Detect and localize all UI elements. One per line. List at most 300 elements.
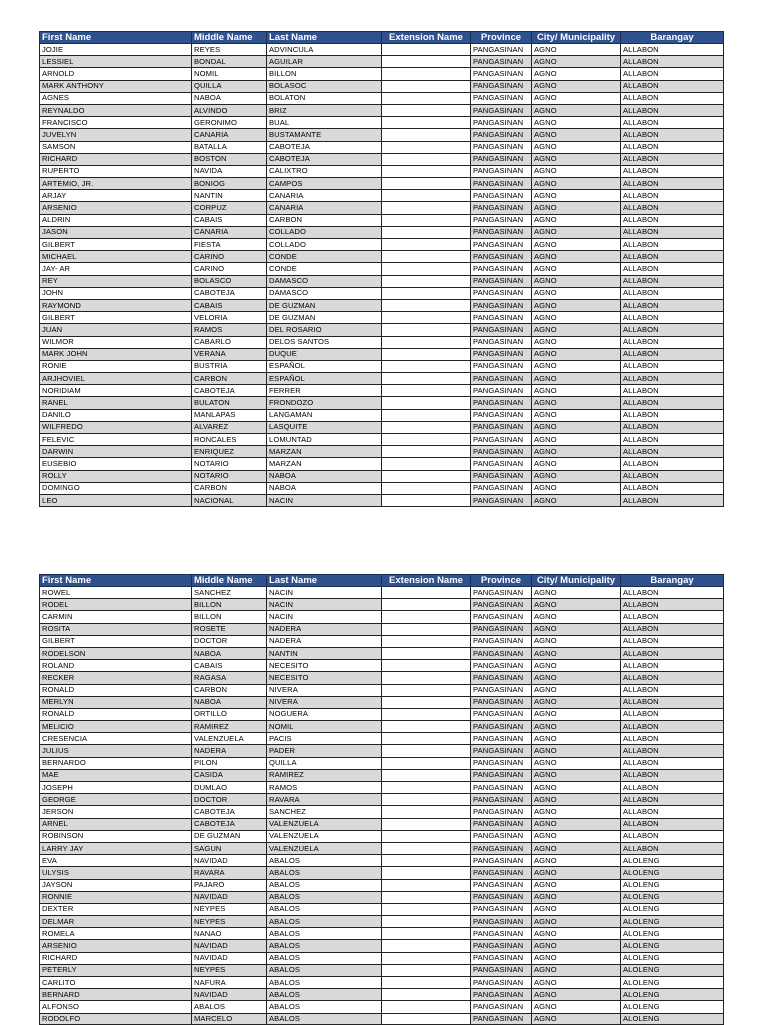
header-barangay: Barangay [621, 575, 724, 587]
cell-province: PANGASINAN [471, 482, 532, 494]
cell-middle-name: NEYPES [192, 903, 267, 915]
cell-extension-name [382, 708, 471, 720]
cell-middle-name: BONDAL [192, 56, 267, 68]
table-row [40, 660, 724, 672]
table-row [40, 611, 724, 623]
cell-barangay: ALLABON [621, 165, 724, 177]
cell-middle-name: CABOTEJA [192, 287, 267, 299]
cell-extension-name [382, 599, 471, 611]
cell-last-name: NACIN [267, 599, 382, 611]
cell-last-name: AGUILAR [267, 56, 382, 68]
cell-last-name: ABALOS [267, 977, 382, 989]
cell-middle-name: NAVIDAD [192, 952, 267, 964]
cell-last-name: LOMUNTAD [267, 434, 382, 446]
cell-first-name: JOSEPH [40, 782, 192, 794]
cell-city-municipality: AGNO [532, 830, 621, 842]
cell-province: PANGASINAN [471, 104, 532, 116]
cell-province: PANGASINAN [471, 684, 532, 696]
header-province: Province [471, 32, 532, 44]
cell-extension-name [382, 56, 471, 68]
cell-barangay: ALLABON [621, 684, 724, 696]
header-last-name: Last Name [267, 32, 382, 44]
cell-middle-name: CARINO [192, 251, 267, 263]
cell-city-municipality: AGNO [532, 782, 621, 794]
cell-first-name: RANEL [40, 397, 192, 409]
cell-middle-name: CASIDA [192, 769, 267, 781]
cell-last-name: NANTIN [267, 647, 382, 659]
table-row [40, 287, 724, 299]
cell-first-name: REY [40, 275, 192, 287]
cell-first-name: FELEVIC [40, 434, 192, 446]
cell-extension-name [382, 494, 471, 506]
table-row [40, 92, 724, 104]
cell-middle-name: BOSTON [192, 153, 267, 165]
cell-city-municipality: AGNO [532, 275, 621, 287]
cell-city-municipality: AGNO [532, 903, 621, 915]
cell-first-name: NORIDIAM [40, 385, 192, 397]
table-row [40, 818, 724, 830]
cell-barangay: ALLABON [621, 373, 724, 385]
cell-middle-name: ALVINDO [192, 104, 267, 116]
cell-middle-name: MANLAPAS [192, 409, 267, 421]
cell-last-name: ABALOS [267, 940, 382, 952]
cell-province: PANGASINAN [471, 397, 532, 409]
cell-city-municipality: AGNO [532, 117, 621, 129]
cell-city-municipality: AGNO [532, 153, 621, 165]
cell-middle-name: ALVAREZ [192, 421, 267, 433]
cell-province: PANGASINAN [471, 360, 532, 372]
table-row [40, 928, 724, 940]
cell-city-municipality: AGNO [532, 989, 621, 1001]
cell-city-municipality: AGNO [532, 251, 621, 263]
table-row [40, 409, 724, 421]
cell-city-municipality: AGNO [532, 141, 621, 153]
cell-middle-name: NEYPES [192, 916, 267, 928]
table-row [40, 117, 724, 129]
cell-first-name: ROBINSON [40, 830, 192, 842]
cell-last-name: CONDE [267, 263, 382, 275]
cell-first-name: GILBERT [40, 239, 192, 251]
cell-city-municipality: AGNO [532, 178, 621, 190]
cell-barangay: ALLABON [621, 733, 724, 745]
cell-barangay: ALOLENG [621, 1001, 724, 1013]
cell-first-name: JASON [40, 226, 192, 238]
cell-middle-name: BILLON [192, 611, 267, 623]
cell-province: PANGASINAN [471, 977, 532, 989]
cell-last-name: ABALOS [267, 867, 382, 879]
cell-extension-name [382, 830, 471, 842]
cell-middle-name: NABOA [192, 92, 267, 104]
cell-province: PANGASINAN [471, 672, 532, 684]
cell-province: PANGASINAN [471, 647, 532, 659]
table-row [40, 916, 724, 928]
cell-city-municipality: AGNO [532, 68, 621, 80]
cell-first-name: ARSENIO [40, 940, 192, 952]
cell-province: PANGASINAN [471, 153, 532, 165]
cell-last-name: VALENZUELA [267, 818, 382, 830]
cell-province: PANGASINAN [471, 421, 532, 433]
cell-last-name: NACIN [267, 611, 382, 623]
cell-middle-name: VELORIA [192, 312, 267, 324]
cell-first-name: ARNOLD [40, 68, 192, 80]
cell-last-name: SANCHEZ [267, 806, 382, 818]
table-row [40, 1013, 724, 1024]
table-row [40, 470, 724, 482]
table-row [40, 202, 724, 214]
cell-city-municipality: AGNO [532, 757, 621, 769]
cell-last-name: NIVERA [267, 696, 382, 708]
cell-city-municipality: AGNO [532, 348, 621, 360]
cell-last-name: NABOA [267, 482, 382, 494]
cell-last-name: ABALOS [267, 916, 382, 928]
cell-first-name: BERNARDO [40, 757, 192, 769]
cell-first-name: GILBERT [40, 312, 192, 324]
cell-province: PANGASINAN [471, 458, 532, 470]
cell-city-municipality: AGNO [532, 165, 621, 177]
table-row [40, 385, 724, 397]
cell-city-municipality: AGNO [532, 647, 621, 659]
cell-city-municipality: AGNO [532, 494, 621, 506]
cell-province: PANGASINAN [471, 1001, 532, 1013]
cell-extension-name [382, 806, 471, 818]
cell-first-name: MELICIO [40, 721, 192, 733]
cell-extension-name [382, 684, 471, 696]
cell-province: PANGASINAN [471, 708, 532, 720]
table-row [40, 635, 724, 647]
cell-middle-name: SAGUN [192, 842, 267, 854]
cell-barangay: ALLABON [621, 757, 724, 769]
cell-barangay: ALLABON [621, 68, 724, 80]
cell-province: PANGASINAN [471, 312, 532, 324]
cell-extension-name [382, 360, 471, 372]
cell-extension-name [382, 660, 471, 672]
cell-barangay: ALLABON [621, 190, 724, 202]
cell-middle-name: CARBON [192, 482, 267, 494]
cell-extension-name [382, 44, 471, 56]
cell-extension-name [382, 446, 471, 458]
cell-middle-name: FIESTA [192, 239, 267, 251]
table-row [40, 348, 724, 360]
cell-first-name: DOMINGO [40, 482, 192, 494]
cell-barangay: ALOLENG [621, 940, 724, 952]
cell-first-name: RODEL [40, 599, 192, 611]
cell-barangay: ALLABON [621, 647, 724, 659]
cell-middle-name: BONIOG [192, 178, 267, 190]
header-barangay: Barangay [621, 32, 724, 44]
cell-middle-name: VALENZUELA [192, 733, 267, 745]
table-row [40, 672, 724, 684]
cell-last-name: CARBON [267, 214, 382, 226]
cell-barangay: ALOLENG [621, 916, 724, 928]
cell-province: PANGASINAN [471, 178, 532, 190]
cell-barangay: ALLABON [621, 117, 724, 129]
cell-first-name: ROLLY [40, 470, 192, 482]
cell-first-name: CARMIN [40, 611, 192, 623]
cell-province: PANGASINAN [471, 782, 532, 794]
cell-city-municipality: AGNO [532, 190, 621, 202]
cell-extension-name [382, 1001, 471, 1013]
cell-barangay: ALLABON [621, 360, 724, 372]
cell-barangay: ALLABON [621, 434, 724, 446]
cell-province: PANGASINAN [471, 287, 532, 299]
cell-last-name: FRONDOZO [267, 397, 382, 409]
cell-first-name: EVA [40, 855, 192, 867]
table-row [40, 587, 724, 599]
cell-extension-name [382, 745, 471, 757]
table-row [40, 940, 724, 952]
cell-first-name: MARK ANTHONY [40, 80, 192, 92]
cell-last-name: CABOTEJA [267, 153, 382, 165]
cell-last-name: LANGAMAN [267, 409, 382, 421]
cell-middle-name: ORTILLO [192, 708, 267, 720]
cell-first-name: ARTEMIO, JR. [40, 178, 192, 190]
cell-barangay: ALLABON [621, 421, 724, 433]
cell-city-municipality: AGNO [532, 299, 621, 311]
header-first-name: First Name [40, 32, 192, 44]
cell-last-name: CANARIA [267, 202, 382, 214]
cell-last-name: DELOS SANTOS [267, 336, 382, 348]
cell-extension-name [382, 940, 471, 952]
table-row [40, 684, 724, 696]
cell-first-name: DELMAR [40, 916, 192, 928]
cell-city-municipality: AGNO [532, 952, 621, 964]
cell-province: PANGASINAN [471, 611, 532, 623]
cell-barangay: ALLABON [621, 104, 724, 116]
table-row [40, 226, 724, 238]
header-extension-name: Extension Name [382, 575, 471, 587]
cell-first-name: FRANCISCO [40, 117, 192, 129]
cell-extension-name [382, 336, 471, 348]
cell-middle-name: BUSTRIA [192, 360, 267, 372]
cell-province: PANGASINAN [471, 68, 532, 80]
table-row [40, 879, 724, 891]
cell-extension-name [382, 397, 471, 409]
cell-barangay: ALLABON [621, 385, 724, 397]
cell-city-municipality: AGNO [532, 842, 621, 854]
cell-city-municipality: AGNO [532, 373, 621, 385]
cell-barangay: ALLABON [621, 178, 724, 190]
cell-city-municipality: AGNO [532, 940, 621, 952]
cell-province: PANGASINAN [471, 494, 532, 506]
cell-city-municipality: AGNO [532, 769, 621, 781]
cell-first-name: WILMOR [40, 336, 192, 348]
cell-last-name: CABOTEJA [267, 141, 382, 153]
table-row [40, 782, 724, 794]
cell-province: PANGASINAN [471, 599, 532, 611]
cell-province: PANGASINAN [471, 587, 532, 599]
cell-extension-name [382, 239, 471, 251]
cell-last-name: ESPAÑOL [267, 373, 382, 385]
cell-last-name: NADERA [267, 635, 382, 647]
cell-province: PANGASINAN [471, 879, 532, 891]
table-row [40, 275, 724, 287]
cell-barangay: ALLABON [621, 239, 724, 251]
cell-first-name: ULYSIS [40, 867, 192, 879]
cell-middle-name: DUMLAO [192, 782, 267, 794]
cell-middle-name: CABAIS [192, 660, 267, 672]
cell-last-name: NACIN [267, 587, 382, 599]
cell-last-name: BUAL [267, 117, 382, 129]
cell-extension-name [382, 251, 471, 263]
cell-extension-name [382, 68, 471, 80]
cell-city-municipality: AGNO [532, 818, 621, 830]
table-row [40, 104, 724, 116]
cell-last-name: NADERA [267, 623, 382, 635]
cell-barangay: ALOLENG [621, 855, 724, 867]
cell-extension-name [382, 952, 471, 964]
cell-middle-name: BOLASCO [192, 275, 267, 287]
cell-city-municipality: AGNO [532, 129, 621, 141]
cell-last-name: QUILLA [267, 757, 382, 769]
table-row [40, 153, 724, 165]
cell-middle-name: MARCELO [192, 1013, 267, 1024]
cell-city-municipality: AGNO [532, 56, 621, 68]
cell-last-name: CALIXTRO [267, 165, 382, 177]
table-row [40, 360, 724, 372]
cell-extension-name [382, 964, 471, 976]
cell-barangay: ALOLENG [621, 977, 724, 989]
cell-middle-name: NABOA [192, 647, 267, 659]
cell-last-name: BRIZ [267, 104, 382, 116]
cell-extension-name [382, 470, 471, 482]
cell-extension-name [382, 324, 471, 336]
cell-extension-name [382, 287, 471, 299]
header-city-municipality: City/ Municipality [532, 575, 621, 587]
table-row [40, 952, 724, 964]
cell-city-municipality: AGNO [532, 635, 621, 647]
cell-city-municipality: AGNO [532, 470, 621, 482]
cell-barangay: ALOLENG [621, 952, 724, 964]
cell-barangay: ALLABON [621, 830, 724, 842]
cell-city-municipality: AGNO [532, 855, 621, 867]
cell-extension-name [382, 214, 471, 226]
table-row [40, 745, 724, 757]
cell-city-municipality: AGNO [532, 891, 621, 903]
cell-extension-name [382, 178, 471, 190]
cell-extension-name [382, 434, 471, 446]
cell-first-name: JERSON [40, 806, 192, 818]
cell-province: PANGASINAN [471, 867, 532, 879]
cell-barangay: ALOLENG [621, 879, 724, 891]
table-row [40, 794, 724, 806]
table-row [40, 80, 724, 92]
cell-middle-name: CARBON [192, 373, 267, 385]
cell-extension-name [382, 782, 471, 794]
cell-extension-name [382, 80, 471, 92]
table-row [40, 733, 724, 745]
cell-last-name: FERRER [267, 385, 382, 397]
records-table-1 [39, 31, 724, 507]
cell-middle-name: RAVARA [192, 867, 267, 879]
cell-extension-name [382, 348, 471, 360]
cell-barangay: ALLABON [621, 708, 724, 720]
header-middle-name: Middle Name [192, 575, 267, 587]
cell-barangay: ALLABON [621, 623, 724, 635]
table-row [40, 903, 724, 915]
cell-last-name: DE GUZMAN [267, 299, 382, 311]
cell-extension-name [382, 458, 471, 470]
cell-first-name: CARLITO [40, 977, 192, 989]
cell-province: PANGASINAN [471, 623, 532, 635]
cell-province: PANGASINAN [471, 818, 532, 830]
cell-middle-name: CANARIA [192, 226, 267, 238]
cell-extension-name [382, 226, 471, 238]
cell-barangay: ALLABON [621, 336, 724, 348]
cell-province: PANGASINAN [471, 251, 532, 263]
cell-last-name: ABALOS [267, 855, 382, 867]
cell-first-name: ARSENIO [40, 202, 192, 214]
table-row [40, 373, 724, 385]
cell-province: PANGASINAN [471, 324, 532, 336]
cell-barangay: ALLABON [621, 818, 724, 830]
cell-province: PANGASINAN [471, 226, 532, 238]
cell-city-municipality: AGNO [532, 385, 621, 397]
table-row [40, 1001, 724, 1013]
cell-last-name: ABALOS [267, 879, 382, 891]
cell-extension-name [382, 1013, 471, 1024]
table-header [40, 575, 724, 587]
cell-last-name: DAMASCO [267, 275, 382, 287]
cell-last-name: MARZAN [267, 458, 382, 470]
cell-city-municipality: AGNO [532, 202, 621, 214]
cell-extension-name [382, 611, 471, 623]
cell-middle-name: ROSETE [192, 623, 267, 635]
cell-middle-name: NOMIL [192, 68, 267, 80]
cell-city-municipality: AGNO [532, 928, 621, 940]
cell-middle-name: NAVIDA [192, 165, 267, 177]
cell-first-name: JAYSON [40, 879, 192, 891]
cell-first-name: RONALD [40, 708, 192, 720]
cell-first-name: RECKER [40, 672, 192, 684]
table-row [40, 482, 724, 494]
cell-city-municipality: AGNO [532, 92, 621, 104]
cell-barangay: ALLABON [621, 587, 724, 599]
cell-city-municipality: AGNO [532, 708, 621, 720]
table-row [40, 599, 724, 611]
cell-extension-name [382, 153, 471, 165]
cell-barangay: ALLABON [621, 153, 724, 165]
cell-middle-name: NABOA [192, 696, 267, 708]
cell-province: PANGASINAN [471, 940, 532, 952]
cell-first-name: BERNARD [40, 989, 192, 1001]
cell-city-municipality: AGNO [532, 916, 621, 928]
cell-first-name: JAY- AR [40, 263, 192, 275]
table-row [40, 336, 724, 348]
cell-barangay: ALLABON [621, 312, 724, 324]
cell-city-municipality: AGNO [532, 263, 621, 275]
table-row [40, 446, 724, 458]
cell-middle-name: NAVIDAD [192, 989, 267, 1001]
cell-middle-name: RAMIREZ [192, 721, 267, 733]
cell-extension-name [382, 867, 471, 879]
table-row [40, 623, 724, 635]
cell-middle-name: CABOTEJA [192, 806, 267, 818]
cell-city-municipality: AGNO [532, 1013, 621, 1024]
cell-province: PANGASINAN [471, 165, 532, 177]
cell-last-name: CANARIA [267, 190, 382, 202]
cell-middle-name: NOTARIO [192, 458, 267, 470]
cell-extension-name [382, 165, 471, 177]
cell-first-name: RICHARD [40, 153, 192, 165]
cell-first-name: GEORGE [40, 794, 192, 806]
table-row [40, 397, 724, 409]
records-table-2 [39, 574, 724, 1025]
cell-province: PANGASINAN [471, 446, 532, 458]
cell-barangay: ALLABON [621, 56, 724, 68]
cell-extension-name [382, 989, 471, 1001]
cell-last-name: ABALOS [267, 964, 382, 976]
cell-last-name: ABALOS [267, 1001, 382, 1013]
